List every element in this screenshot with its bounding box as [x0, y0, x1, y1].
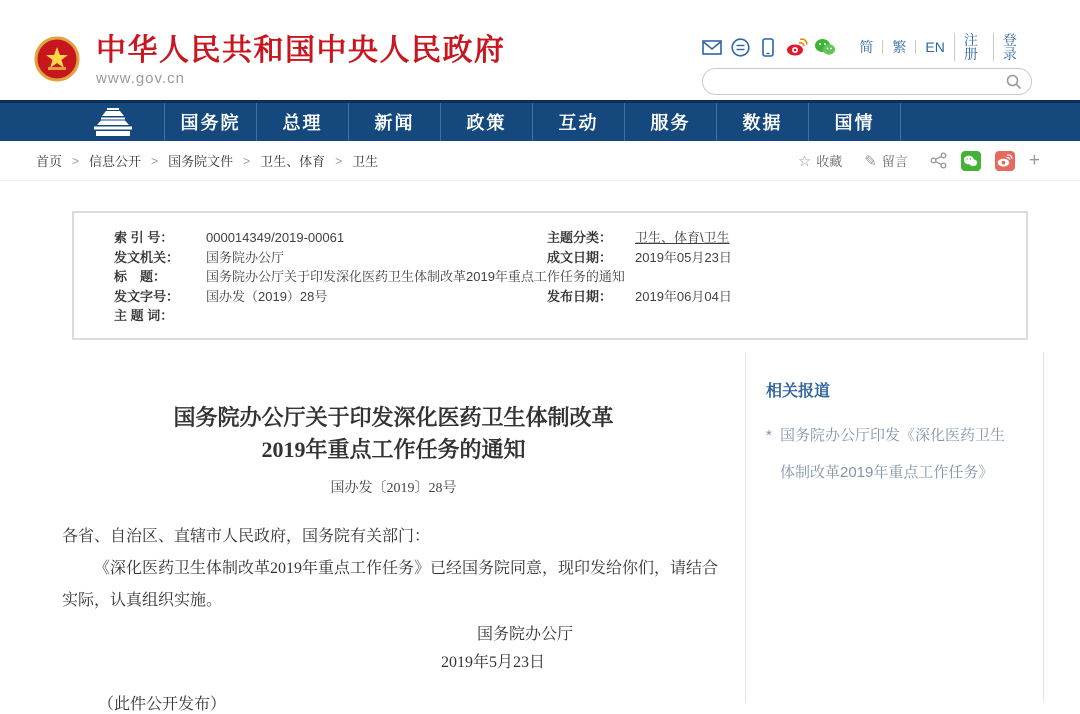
- meta-written-date-label: 成文日期：: [547, 249, 613, 265]
- favorite-label: 收藏: [816, 154, 843, 169]
- document-title: [62, 402, 725, 466]
- share-wechat-button[interactable]: [961, 151, 981, 171]
- site-title: 中华人民共和国中央人民政府: [96, 34, 506, 67]
- document-title-line1: 国务院办公厅关于印发深化医药卫生体制改革: [173, 404, 614, 430]
- document-public-note: （此件公开发布）: [98, 695, 227, 713]
- search-box: [702, 68, 1032, 95]
- document-number: 国办发〔2019〕28号: [330, 480, 457, 496]
- nav-home-tiananmen-icon[interactable]: [62, 103, 165, 141]
- document-body: [0, 352, 745, 713]
- meta-category-label: 主题分类：: [547, 230, 613, 245]
- star-icon: ☆: [797, 152, 812, 170]
- nav-item-hudong[interactable]: 互动: [533, 103, 625, 141]
- meta-index-value: 000014349/2019-00061: [206, 230, 345, 245]
- search-icon[interactable]: [1006, 74, 1022, 90]
- meta-title-label: 标 题：: [114, 269, 167, 284]
- mobile-icon[interactable]: [759, 37, 777, 57]
- nav-item-zhengce[interactable]: 政策: [441, 103, 533, 141]
- national-emblem-icon: [34, 36, 80, 82]
- meta-publish-date-value: 2019年06月04日: [635, 288, 732, 304]
- share-icon: [930, 152, 947, 169]
- crumb-home[interactable]: 首页: [36, 154, 63, 169]
- breadcrumb: [36, 151, 378, 170]
- nav-item-zongli[interactable]: 总理: [257, 103, 349, 141]
- breadcrumb-bar: [0, 141, 1080, 181]
- wechat-icon[interactable]: [815, 37, 835, 57]
- crumb-state-council-docs[interactable]: 国务院文件: [168, 154, 234, 169]
- document-signer: 国务院办公厅: [476, 625, 573, 643]
- site-logo[interactable]: [34, 34, 506, 87]
- page-actions: [776, 150, 1040, 172]
- comment-button[interactable]: [864, 151, 908, 170]
- search-input[interactable]: [717, 70, 997, 93]
- nav-item-xinwen[interactable]: 新闻: [349, 103, 441, 141]
- nav-item-guowuyuan[interactable]: 国务院: [165, 103, 257, 141]
- share-weibo-button[interactable]: [995, 151, 1015, 171]
- weibo-badge-icon: [997, 154, 1012, 167]
- register-link[interactable]: 注册: [954, 33, 993, 61]
- meta-publish-date-label: 发布日期：: [547, 288, 613, 304]
- related-reports-heading: 相关报道: [766, 382, 831, 400]
- login-link[interactable]: 登录: [993, 33, 1032, 61]
- bullet-icon: *: [766, 426, 772, 444]
- mail-icon[interactable]: [702, 37, 722, 57]
- site-url: www.gov.cn: [96, 70, 185, 87]
- related-reports-sidebar: [745, 352, 1044, 702]
- favorite-button[interactable]: [798, 151, 842, 170]
- meta-agency-label: 发文机关：: [114, 249, 180, 265]
- pencil-icon: ✎: [864, 152, 877, 170]
- crumb-separator: >: [151, 153, 159, 168]
- related-report-item[interactable]: [766, 417, 1013, 491]
- comment-label: 留言: [881, 154, 908, 169]
- weibo-icon[interactable]: [786, 37, 806, 57]
- meta-category-value[interactable]: 卫生、体育\卫生: [635, 230, 730, 245]
- crumb-health-sports[interactable]: 卫生、体育: [260, 154, 326, 169]
- document-paragraph: 《深化医药卫生体制改革2019年重点工作任务》已经国务院同意，现印发给你们，请结合实际，认真组织实施。: [62, 559, 719, 609]
- nav-item-fuwu[interactable]: 服务: [625, 103, 717, 141]
- document-title-line2: 2019年重点工作任务的通知: [261, 436, 526, 462]
- crumb-separator: >: [243, 153, 251, 168]
- nav-item-shuju[interactable]: 数据: [717, 103, 809, 141]
- crumb-info-disclosure[interactable]: 信息公开: [89, 154, 142, 169]
- meta-agency-value: 国务院办公厅: [206, 249, 285, 265]
- crumb-separator: >: [335, 153, 343, 168]
- related-report-link[interactable]: 国务院办公厅印发《深化医药卫生体制改革2019年重点工作任务》: [780, 426, 1006, 481]
- share-button[interactable]: [930, 152, 947, 169]
- wechat-badge-icon: [963, 155, 978, 167]
- meta-keywords-label: 主 题 词：: [114, 308, 174, 323]
- main-nav: [0, 100, 1080, 141]
- lang-simplified-link[interactable]: 简: [859, 39, 874, 55]
- more-share-button[interactable]: +: [1028, 149, 1040, 171]
- nav-item-guoqing[interactable]: 国情: [809, 103, 901, 141]
- quick-links: [850, 33, 1032, 61]
- meta-number-value: 国办发（2019）28号: [206, 288, 328, 304]
- crumb-health[interactable]: 卫生: [352, 154, 379, 169]
- meta-title-value: 国务院办公厅关于印发深化医药卫生体制改革2019年重点工作任务的通知: [206, 269, 625, 284]
- meta-index-label: 索 引 号：: [114, 230, 174, 245]
- lang-english-link[interactable]: EN: [915, 40, 953, 54]
- document-metadata-box: [72, 211, 1028, 340]
- meta-written-date-value: 2019年05月23日: [635, 249, 732, 265]
- meta-number-label: 发文字号：: [114, 288, 180, 304]
- crumb-separator: >: [72, 153, 80, 168]
- comment-icon[interactable]: [731, 37, 750, 57]
- lang-traditional-link[interactable]: 繁: [882, 40, 915, 54]
- document-salutation: 各省、自治区、直辖市人民政府，国务院有关部门：: [62, 527, 431, 545]
- site-header: [0, 0, 1080, 100]
- document-sign-date: 2019年5月23日: [440, 653, 545, 671]
